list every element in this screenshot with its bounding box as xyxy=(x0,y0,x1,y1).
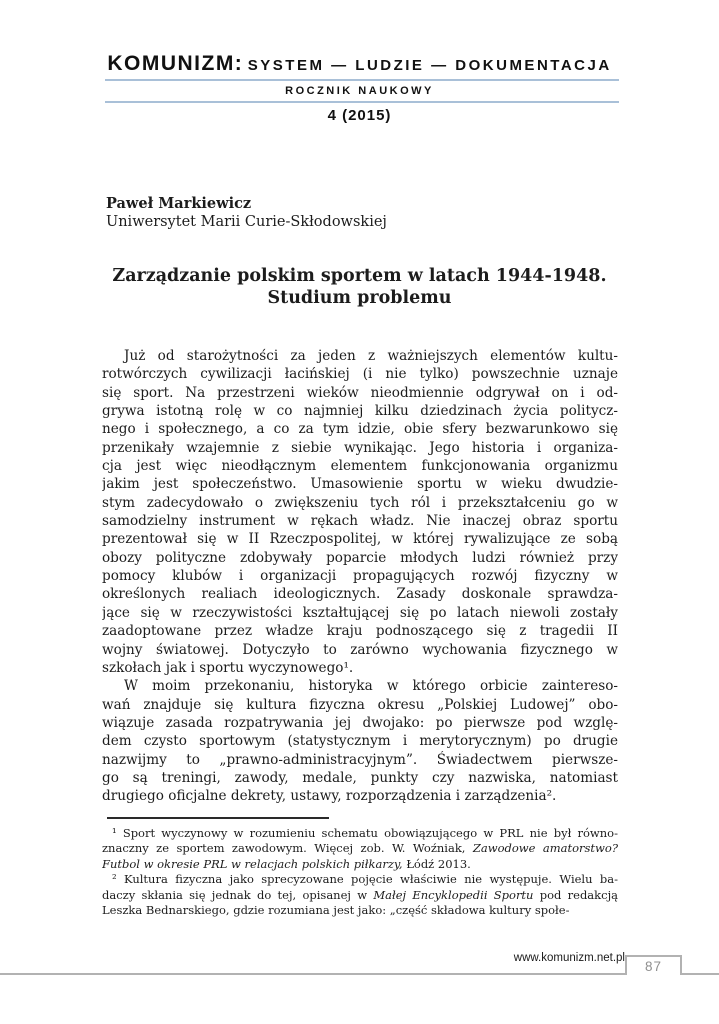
body-line: samodzielny instrument w rękach władz. Nie inaczej obraz sportu xyxy=(102,513,618,530)
author-affiliation: Uniwersytet Marii Curie-Skłodowskiej xyxy=(106,214,387,230)
footer-rule-right xyxy=(682,973,719,975)
body-line: rotwórczych cywilizacji łacińskiej (i nie tylko) powszechnie uznaje xyxy=(102,366,618,383)
footnotes xyxy=(102,826,618,919)
header-rule-top xyxy=(105,79,619,81)
article-title-line2: Studium problemu xyxy=(267,288,452,308)
journal-title-main: KOMUNIZM: xyxy=(107,52,244,75)
body-line: pomocy klubów i organizacji propagujących rozwój fizyczny w xyxy=(102,568,618,585)
body-text xyxy=(102,347,618,806)
body-line: drugiego oficjalne dekrety, ustawy, rozporządzenia i zarządzenia². xyxy=(102,788,557,805)
body-line: stym zadecydowało o zwiększeniu tych ról i przekształceniu go w xyxy=(102,494,618,511)
body-line: cja jest więc nieodłącznym elementem funkcjonowania organizmu xyxy=(102,458,618,475)
body-line: zaadoptowane przez władze kraju podnoszącego się z tragedii II xyxy=(102,623,618,640)
article-title xyxy=(0,265,719,309)
body-line: wiązuje zasada rozpatrywania jej dwojako: po pierwsze pod wzglę- xyxy=(102,714,618,731)
body-line: prezentował się w II Rzeczpospolitej, w której rywalizujące ze sobą xyxy=(102,531,618,548)
body-line: określonych realiach ideologicznych. Zasady doskonale sprawdza- xyxy=(102,586,618,603)
body-line: nego i społecznego, a co za tym idzie, obie sfery bezwarunkowo się xyxy=(102,421,618,438)
body-line: W moim przekonaniu, historyka w którego orbicie zaintereso- xyxy=(124,678,618,695)
footnote-line: znaczny ze sportem zawodowym. Więcej zob. W. Woźniak, Zawodowe amatorstwo? xyxy=(102,841,618,856)
body-line: dem czysto sportowym (statystycznym i merytorycznym) po drugie xyxy=(102,733,618,750)
body-line: go są treningi, zawody, medale, punkty czy nazwiska, natomiast xyxy=(102,769,618,786)
journal-issue: 4 (2015) xyxy=(327,107,392,124)
journal-title-rest: SYSTEM — LUDZIE — DOKUMENTACJA xyxy=(247,57,612,74)
body-line: jakim jest społeczeństwo. Umasowienie sportu w wieku dwudzie- xyxy=(102,476,618,493)
footnote-line: Leszka Bednarskiego, gdzie rozumiana jest jako: „część składowa kultury społe- xyxy=(102,903,570,918)
footnote-line: ¹ Sport wyczynowy w rozumieniu schematu obowiązującego w PRL nie był równo- xyxy=(112,826,618,840)
body-line: grywa istotną rolę w co najmniej kilku dziedzinach życia politycz- xyxy=(102,403,618,420)
body-line: jące się w rzeczywistości kształtującej się po latach niewoli zostały xyxy=(102,604,618,621)
page-number: 87 xyxy=(644,958,663,974)
body-line: wań znajduje się kultura fizyczna okresu „Polskiej Ludowej” obo- xyxy=(102,696,618,713)
body-line: Już od starożytności za jeden z ważniejszych elementów kultu- xyxy=(124,348,618,364)
footnote-separator xyxy=(107,817,329,819)
footnote-line: daczy skłania się jednak do tej, opisanej w Małej Encyklopedii Sportu pod redakcją xyxy=(102,887,618,902)
body-line: wojny światowej. Dotyczyło to zarówno wychowania fizycznego w xyxy=(102,641,618,658)
footnote-line: ² Kultura fizyczna jako sprecyzowane pojęcie właściwie nie występuje. Wielu ba- xyxy=(112,872,618,887)
body-line: przenikały wzajemnie z siebie wynikając. Jego historia i organiza- xyxy=(102,439,618,456)
body-line: się sport. Na przestrzeni wieków nieodmiennie odgrywał on i od- xyxy=(102,384,618,401)
author-name: Paweł Markiewicz xyxy=(106,195,252,212)
article-title-line1: Zarządzanie polskim sportem w latach 1944-1948. xyxy=(112,266,607,286)
footer-rule-left xyxy=(0,973,625,975)
journal-title xyxy=(0,52,719,76)
journal-website-url: www.komunizm.net.pl xyxy=(513,952,625,964)
header-rule-bottom xyxy=(105,101,619,103)
page-number-tab xyxy=(625,955,682,975)
body-line: obozy polityczne zdobywały poparcie młodych ludzi również przy xyxy=(102,549,618,566)
body-line: szkołach jak i sportu wyczynowego¹. xyxy=(102,659,354,676)
footnote-line: Futbol w okresie PRL w relacjach polskich piłkarzy, Łódź 2013. xyxy=(102,856,471,871)
body-line: nazwijmy to „prawno-administracyjnym”. Świadectwem pierwsze- xyxy=(102,751,618,768)
journal-subtitle: ROCZNIK NAUKOWY xyxy=(285,85,434,97)
